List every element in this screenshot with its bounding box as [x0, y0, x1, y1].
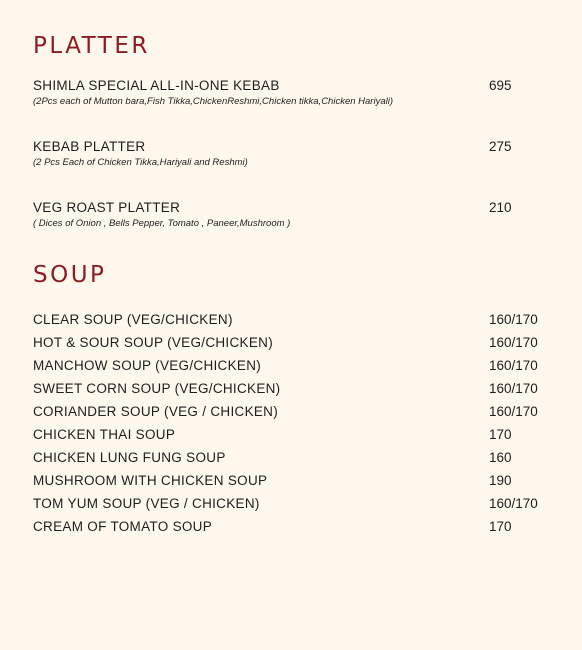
item-name: CREAM OF TOMATO SOUP: [33, 519, 213, 534]
item-price: 170: [489, 519, 512, 534]
soup-heading: SOUP: [33, 262, 107, 288]
item-name: MUSHROOM WITH CHICKEN SOUP: [33, 473, 268, 488]
item-price: 695: [489, 78, 512, 93]
item-description: (2Pcs each of Mutton bara,Fish Tikka,ChickenReshmi,Chicken tikka,Chicken Hariyali): [33, 96, 393, 107]
item-price: 170: [489, 427, 512, 442]
item-price: 190: [489, 473, 512, 488]
item-price: 160/170: [489, 404, 538, 419]
platter-heading: PLATTER: [33, 33, 150, 59]
item-name: KEBAB PLATTER: [33, 139, 146, 154]
item-price: 160: [489, 450, 512, 465]
item-price: 160/170: [489, 358, 538, 373]
item-name: TOM YUM SOUP (VEG / CHICKEN): [33, 496, 260, 511]
item-name: SHIMLA SPECIAL ALL-IN-ONE KEBAB: [33, 78, 280, 93]
item-price: 160/170: [489, 312, 538, 327]
item-name: CLEAR SOUP (VEG/CHICKEN): [33, 312, 233, 327]
item-name: CHICKEN LUNG FUNG SOUP: [33, 450, 226, 465]
item-name: VEG ROAST PLATTER: [33, 200, 181, 215]
item-name: SWEET CORN SOUP (VEG/CHICKEN): [33, 381, 281, 396]
item-name: MANCHOW SOUP (VEG/CHICKEN): [33, 358, 262, 373]
item-price: 275: [489, 139, 512, 154]
item-description: (2 Pcs Each of Chicken Tikka,Hariyali and Reshmi): [33, 157, 248, 168]
item-price: 160/170: [489, 335, 538, 350]
item-price: 160/170: [489, 381, 538, 396]
item-description: ( Dices of Onion , Bells Pepper, Tomato , Paneer,Mushroom ): [33, 218, 291, 229]
item-name: CORIANDER SOUP (VEG / CHICKEN): [33, 404, 279, 419]
item-name: CHICKEN THAI SOUP: [33, 427, 176, 442]
item-price: 160/170: [489, 496, 538, 511]
item-price: 210: [489, 200, 512, 215]
item-name: HOT & SOUR SOUP (VEG/CHICKEN): [33, 335, 273, 350]
